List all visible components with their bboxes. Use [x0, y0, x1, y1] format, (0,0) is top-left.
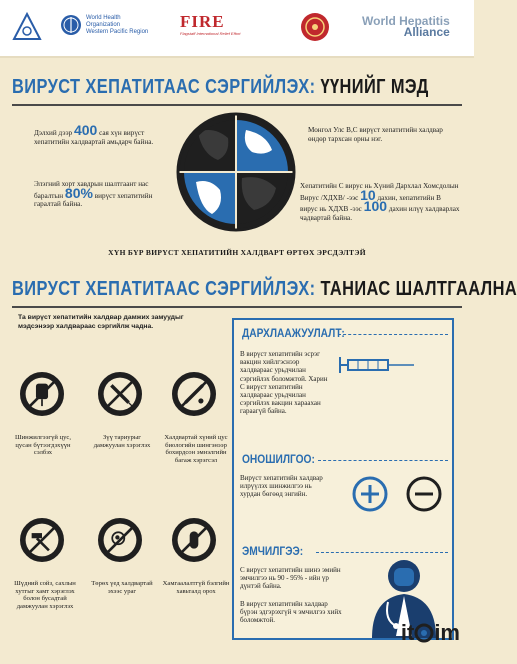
fire-wordmark: FIRE: [180, 12, 225, 31]
watermark-o-icon: [414, 623, 434, 643]
treatment-title: ЭМЧИЛГЭЭ:: [242, 544, 304, 558]
treatment-text-a: С вирүст хепатитийн шинэ эмийн эмчилгээ нь 90 - 95% - ийн үр дүнтэй байна.: [240, 566, 341, 591]
watermark-a: it: [400, 620, 415, 645]
route-label: Зүү тариурыг дамжуулан хэрэглэх: [93, 434, 151, 449]
wha-line2: Alliance: [403, 25, 450, 39]
diagnosis-title: ОНОШИЛГОО:: [242, 452, 315, 466]
mother-baby-icon: [98, 518, 142, 562]
syringe-needle-icon: [98, 372, 142, 416]
route-label: Шинжилгээгүй цус, цусан бүтээгдэхүүн сэлбэх: [14, 434, 72, 457]
logo-bar: [0, 0, 474, 58]
stat-80pct-b: вирүст хепатитийн гаралтай байна.: [34, 191, 153, 209]
route-label: Шүдний сойз, сахлын хутгыг хамт хэрэглэх болон бусадтай дамжуулан хэрэглэх: [14, 580, 76, 610]
stat-hbv-number: 100: [363, 198, 388, 215]
route-label: Халдвартай хүний цус биологийн шингэнээр бохирдсон эмнэлгийн багаж хэрэгсэл: [164, 434, 228, 464]
stat-400m-a: Дэлхий дээр: [34, 129, 73, 137]
blood-bag-icon: [20, 372, 64, 416]
stat-hbv-b: дахин илүү халдварлах чадвартай байна.: [300, 205, 460, 222]
razor-icon: [20, 518, 64, 562]
wha-logo: [362, 16, 450, 38]
stat-400m-number: 400: [73, 122, 98, 138]
section2-title-b: ТАНИАС ШАЛТГААЛНА: [320, 278, 517, 300]
plus-icon: [352, 476, 388, 512]
triangle-icon: [12, 12, 42, 42]
vaccine-divider: [338, 334, 448, 335]
section1-title-a: ВИРУСТ ХЕПАТИТААС СЭРГИЙЛЭХ:: [12, 76, 316, 98]
stat-hbv-a: дахин, хепатитийн В вирус нь ХДХВ -ээс: [300, 193, 441, 214]
stat-hcv-a: Хепатитийн С вирус нь Хүний Дархлал Хомсдолын Вирус /ХДХВ/ -ээс: [300, 182, 459, 202]
stat-hcv-hbv: [300, 182, 460, 222]
condom-icon: [172, 518, 216, 562]
who-name: World Health Organization: [86, 14, 121, 28]
diagnosis-divider: [318, 460, 448, 461]
section1-title-b: ҮҮНИЙГ МЭД: [320, 76, 429, 98]
route-label: Төрөх үед халдвартай эхээс ураг: [91, 580, 153, 595]
fire-logo: [180, 14, 240, 36]
stat-mongolia: Монгол Улс В,С вирүст хепатитийн халдвар өндөр тархсан орны нэг.: [308, 126, 443, 143]
watermark-b: im: [434, 620, 460, 645]
minus-icon: [406, 476, 442, 512]
treatment-text-b: В вирүст хепатитийн халдвар бүрэн эдгэрэхгүй ч эмчилгээ хийх боломжтой.: [240, 600, 342, 625]
route-label: Хамгаалалтгүй бэлгийн хавьталд орох: [162, 580, 230, 595]
seal-icon: [300, 12, 330, 42]
risk-banner: ХҮН БҮР ВИРҮСТ ХЕПАТИТИЙН ХАЛДВАРТ ӨРТӨХ ЭРСДЭЛТЭЙ: [108, 248, 366, 257]
syringe-icon: [338, 352, 418, 378]
vaccine-title: ДАРХЛААЖУУЛАЛТ:: [242, 326, 345, 340]
stat-80pct-number: 80%: [64, 184, 93, 201]
section2-rule: [12, 306, 462, 308]
stat-400m-b: сая хүн вирүст хепатитийн халдвартай амьдарч байна.: [34, 129, 154, 146]
section2-title-a: ВИРУСТ ХЕПАТИТААС СЭРГИЙЛЭХ:: [12, 278, 316, 300]
vaccine-text: В вирүст хепатитийн эсрэг вакцин хийлгэснээр халдвараас урьдчилан сэргийлэх боломжтой. Харин С вирүст хепатитийн халдвараас урьдчилан сэргийлэх вакцин хараахан гараагүй байна.: [240, 350, 328, 416]
stat-80pct-a: Элэгний хорт хавдрын шалтгаант нас баралтын: [34, 180, 149, 200]
routes-intro: Та вирүст хепатитийн халдвар дамжих замуудыг мэдсэнээр халдвараас сэргийлж чадна.: [18, 314, 184, 330]
triangle-logo: [12, 12, 42, 42]
section1-rule: [12, 104, 462, 106]
seal-logo: [300, 12, 330, 42]
section1-title: [12, 76, 429, 99]
who-logo: [60, 14, 148, 36]
stat-80pct: [34, 180, 164, 209]
infected-needle-icon: [172, 372, 216, 416]
watermark: [401, 620, 460, 646]
diagnosis-text: Вирүст хепатитийн халдвар илрүүлэх шинжилгээ нь хурдан бөгөөд энгийн.: [240, 474, 323, 499]
stat-400m: [34, 122, 164, 146]
who-region: Western Pacific Region: [86, 28, 149, 35]
globe-icon: [176, 112, 296, 232]
section2-title: [12, 278, 517, 301]
fire-subtitle: Flagstaff International Relief Effort: [180, 31, 241, 36]
wha-line1: World Hepatitis: [362, 14, 450, 28]
who-emblem-icon: [60, 14, 82, 36]
globe-illustration: [176, 112, 296, 232]
stat-hcv-number: 10: [360, 186, 376, 203]
